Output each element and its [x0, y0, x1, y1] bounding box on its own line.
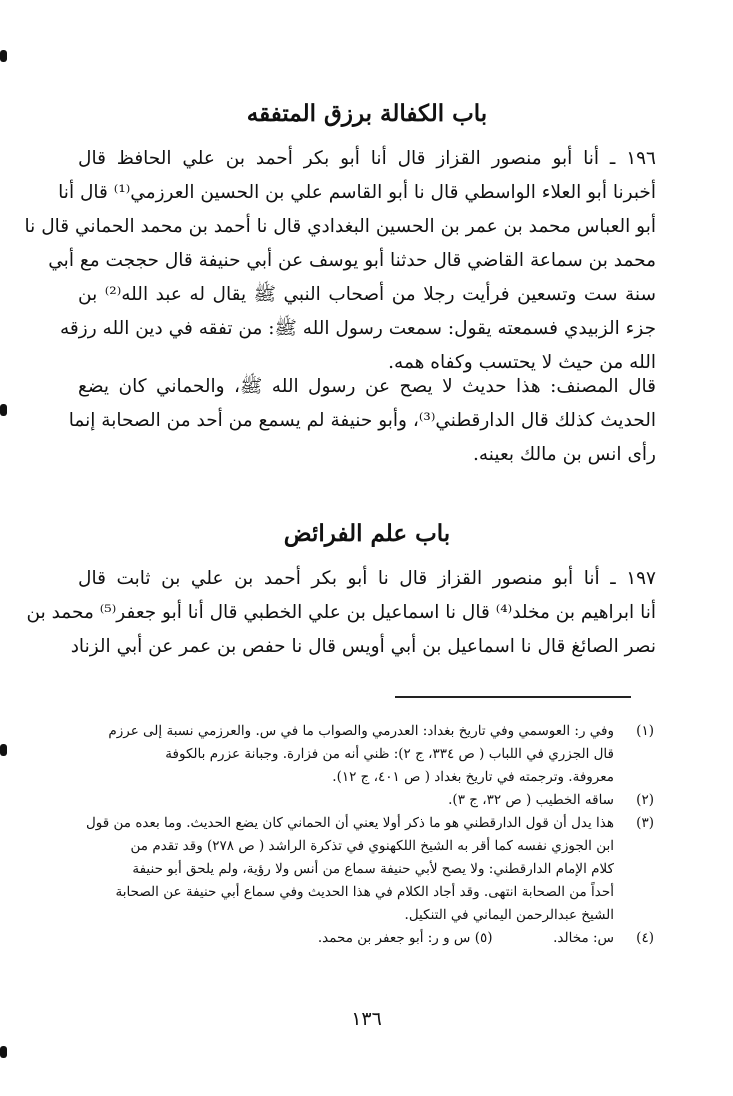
text-line: رأى انس بن مالك بعينه. — [473, 444, 656, 465]
text-line: نصر الصائغ قال نا اسماعيل بن أبي أويس قال نا حفص بن عمر عن أبي الزناد — [70, 636, 656, 657]
footnote-number: (٢) — [636, 792, 654, 808]
text-line: سنة ست وتسعين فرأيت رجلا من أصحاب النبي ﷺ يقال له عبد الله⁽²⁾ بن — [78, 284, 656, 305]
footnote-5-text: س و ر: أبو جعفر بن محمد. — [317, 930, 471, 946]
text-line: قال المصنف: هذا حديث لا يصح عن رسول الله ﷺ، والحماني كان يضع — [78, 376, 656, 397]
footnote-line: معروفة. وترجمته في تاريخ بغداد ( ص ٤٠١، ج ١٢). — [332, 769, 614, 785]
margin-mark-lower-left — [0, 744, 7, 756]
footnote-number: (٣) — [636, 815, 654, 831]
margin-mark-middle-left — [0, 404, 7, 416]
footnotes — [82, 720, 654, 950]
text-line: أخبرنا أبو العلاء الواسطي قال نا أبو القاسم علي بن الحسين العرزمي⁽¹⁾ قال أنا — [58, 182, 656, 203]
footnote-number: (٤) — [636, 930, 654, 946]
footnote-3 — [82, 812, 654, 927]
section-2-body — [26, 562, 656, 664]
footnote-line: هذا يدل أن قول الدارقطني هو ما ذكر أولا يعني أن الحماني كان يضع الحديث. وما بعده من قول — [86, 815, 614, 831]
hadith-197-paragraph — [26, 562, 656, 664]
footnote-line: ساقه الخطيب ( ص ٣٢، ج ٣). — [448, 792, 614, 808]
footnote-4-text: س: مخالد. — [553, 930, 614, 946]
footnote-body — [82, 720, 614, 789]
text-line: الله من حيث لا يحتسب وكفاه همه. — [388, 352, 656, 373]
footnote-line: الشيخ عبدالرحمن اليماني في التنكيل. — [404, 907, 614, 923]
author-comment — [68, 370, 656, 472]
page-number: ١٣٦ — [351, 1008, 382, 1030]
section-1-body — [24, 142, 656, 380]
footnote-2 — [82, 789, 654, 812]
footnote-line: ابن الجوزي نفسه كما أقر به الشيخ اللكهنوي في تذكرة الراشد ( ص ٢٧٨) وقد تقدم من — [130, 838, 614, 854]
footnote-line: وفي ر: العوسمي وفي تاريخ بغداد: العدرمي والصواب ما في س. والعرزمي نسبة إلى عرزم — [108, 723, 614, 739]
text-line: أنا ابراهيم بن مخلد⁽⁴⁾ قال نا اسماعيل بن علي الخطبي قال أنا أبو جعفر⁽⁵⁾ محمد بن — [26, 602, 656, 623]
footnote-line: كلام الإمام الدارقطني: ولا يصح لأبي حنيفة سماع من أنس ولا رؤية، ولم يلحق أبو حنيفة — [132, 861, 614, 877]
footnote-line: أحداً من الصحابة انتهى. وقد أجاد الكلام في هذا الحديث وفي سماع أبي حنيفة عن الصحابة — [115, 884, 614, 900]
section-title-1: باب الكفالة برزق المتفقه — [246, 100, 488, 127]
footnote-body — [82, 789, 614, 812]
text-line: أبو العباس محمد بن عمر بن الحسين البغدادي قال نا أحمد بن محمد الحماني قال نا — [24, 216, 656, 237]
section-title-2: باب علم الفرائض — [283, 520, 451, 547]
margin-mark-bottom-left — [0, 1046, 7, 1058]
footnote-line: قال الجزري في اللباب ( ص ٣٣٤، ج ٢): ظني أنه من فزارة. وجبانة عزرم بالكوفة — [165, 746, 614, 762]
footnote-divider — [395, 696, 631, 698]
footnote-1 — [82, 720, 654, 789]
text-line: الحديث كذلك قال الدارقطني⁽³⁾، وأبو حنيفة لم يسمع من أحد من الصحابة إنما — [68, 410, 656, 431]
footnote-number: (١) — [636, 723, 654, 739]
text-line: ١٩٧ ـ أنا أبو منصور القزاز قال نا أبو بكر أحمد بن علي بن ثابت قال — [78, 568, 656, 589]
footnote-body — [82, 927, 614, 950]
author-comment-paragraph — [68, 370, 656, 472]
text-line: محمد بن سماعة القاضي قال حدثنا أبو يوسف عن أبي حنيفة قال حججت مع أبي — [48, 250, 656, 271]
footnote-4-5 — [82, 927, 654, 950]
text-line: جزء الزبيدي فسمعته يقول: سمعت رسول الله ﷺ: من تفقه في دين الله رزقه — [60, 318, 656, 339]
margin-mark-top-left — [0, 50, 7, 62]
hadith-196-paragraph — [24, 142, 656, 380]
footnote-5-number: (٥) — [474, 930, 493, 946]
footnote-body — [82, 812, 614, 927]
text-line: ١٩٦ ـ أنا أبو منصور القزاز قال أنا أبو بكر أحمد بن علي الحافظ قال — [78, 148, 656, 169]
